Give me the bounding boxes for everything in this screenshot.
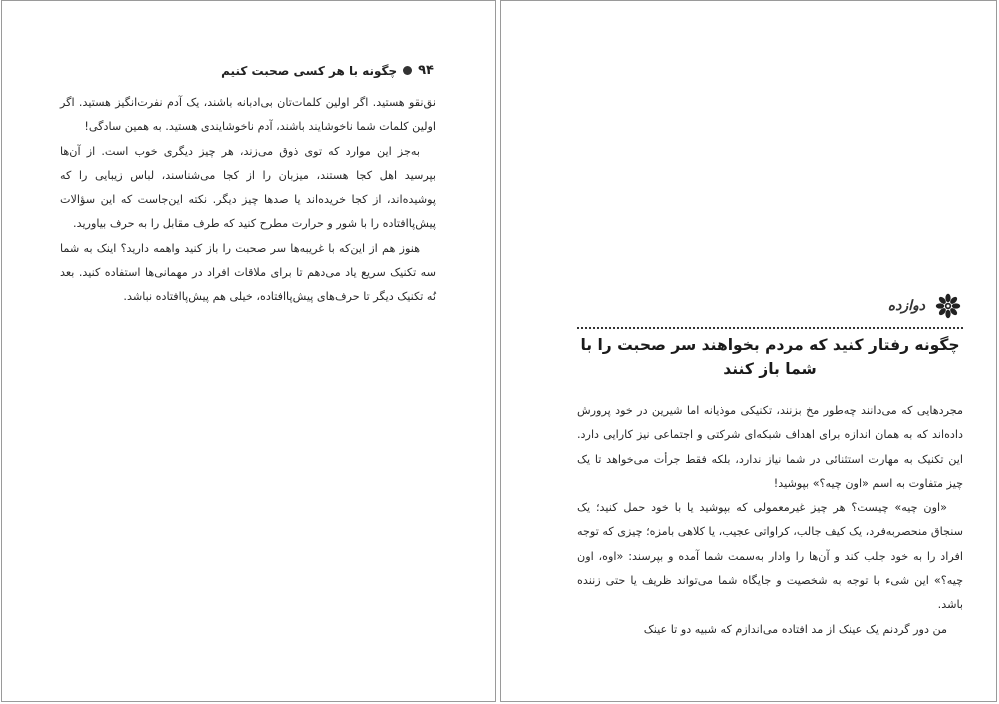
left-page: [1, 0, 496, 702]
paragraph: به‌جز این موارد که توی ذوق می‌زند، هر چیز دیگری خوب است. از آن‌ها بپرسید اهل کجا هستند، میزبان را از کجا می‌شناسند، لباس زیبایی را که پوشیده‌اند، از کجا خریده‌اند یا صدها چیز دیگر. نکته این‌جاست که این سؤالات پیش‌پاافتاده را با شور و حرارت مطرح کنید که طرف مقابل را به حرف بیاورید.: [60, 144, 436, 231]
paragraph: هنوز هم از این‌که با غریبه‌ها سر صحبت را باز کنید واهمه دارید؟ اینک به شما سه تکنیک سریع یاد می‌دهم تا برای ملاقات افراد در مهمانی‌ها استفاده کنید. بعد نُه تکنیک دیگر تا حرف‌های پیش‌پاافتاده، خیلی هم پیش‌پاافتاده نباشد.: [60, 241, 436, 304]
right-body-text: [577, 399, 963, 642]
paragraph: نق‌نقو هستید. اگر اولین کلمات‌تان بی‌ادبانه باشند، یک آدم نفرت‌انگیز هستید. اگر اولین کلمات شما ناخوشایند باشند، آدم ناخوشایندی هستید. به همین سادگی!: [60, 96, 436, 134]
dotted-divider: [577, 327, 963, 329]
running-header: [62, 63, 434, 78]
left-body-text: [60, 91, 436, 310]
right-page: [500, 0, 997, 702]
chapter-heading: [581, 293, 961, 319]
paragraph: مجردهایی که می‌دانند چه‌طور مخ بزنند، تکنیکی موذیانه اما شیرین در خود پرورش داده‌اند که به همان اندازه برای اهداف شبکه‌ای شرکتی و اجتماعی نیز کارایی دارد. این تکنیک به مهارت استثنائی در شما نیاز ندارد، بلکه فقط جرأت می‌خواهد تا یک چیز متفاوت به اسم «اون چیه؟» بپوشید!: [577, 404, 963, 490]
bullet-icon: [403, 66, 412, 75]
page-number: ۹۴: [418, 63, 434, 78]
paragraph: من دور گردنم یک عینک از مد افتاده می‌اندازم که شبیه دو تا عینک: [643, 622, 947, 636]
chapter-title: چگونه رفتار کنید که مردم بخواهند سر صحبت را با شما باز کنند: [580, 336, 960, 378]
chapter-label: دوازده: [887, 298, 925, 314]
running-title: چگونه با هر کسی صحبت کنیم: [221, 63, 398, 78]
flower-ornament-icon: [935, 293, 961, 319]
paragraph: «اون چیه» چیست؟ هر چیز غیرمعمولی که بپوشید یا با خود حمل کنید؛ یک سنجاق منحصربه‌فرد، یک کیف جالب، کراواتی عجیب، یا کلاهی بامزه؛ چیزی که توجه افراد را به خود جلب کند و آن‌ها را وادار به‌سمت شما آمده و بپرسند: «اوه، اون چیه؟» این شیء با توجه به شخصیت و جایگاه شما می‌تواند ظریف یا حتی زننده باشد.: [577, 501, 963, 612]
